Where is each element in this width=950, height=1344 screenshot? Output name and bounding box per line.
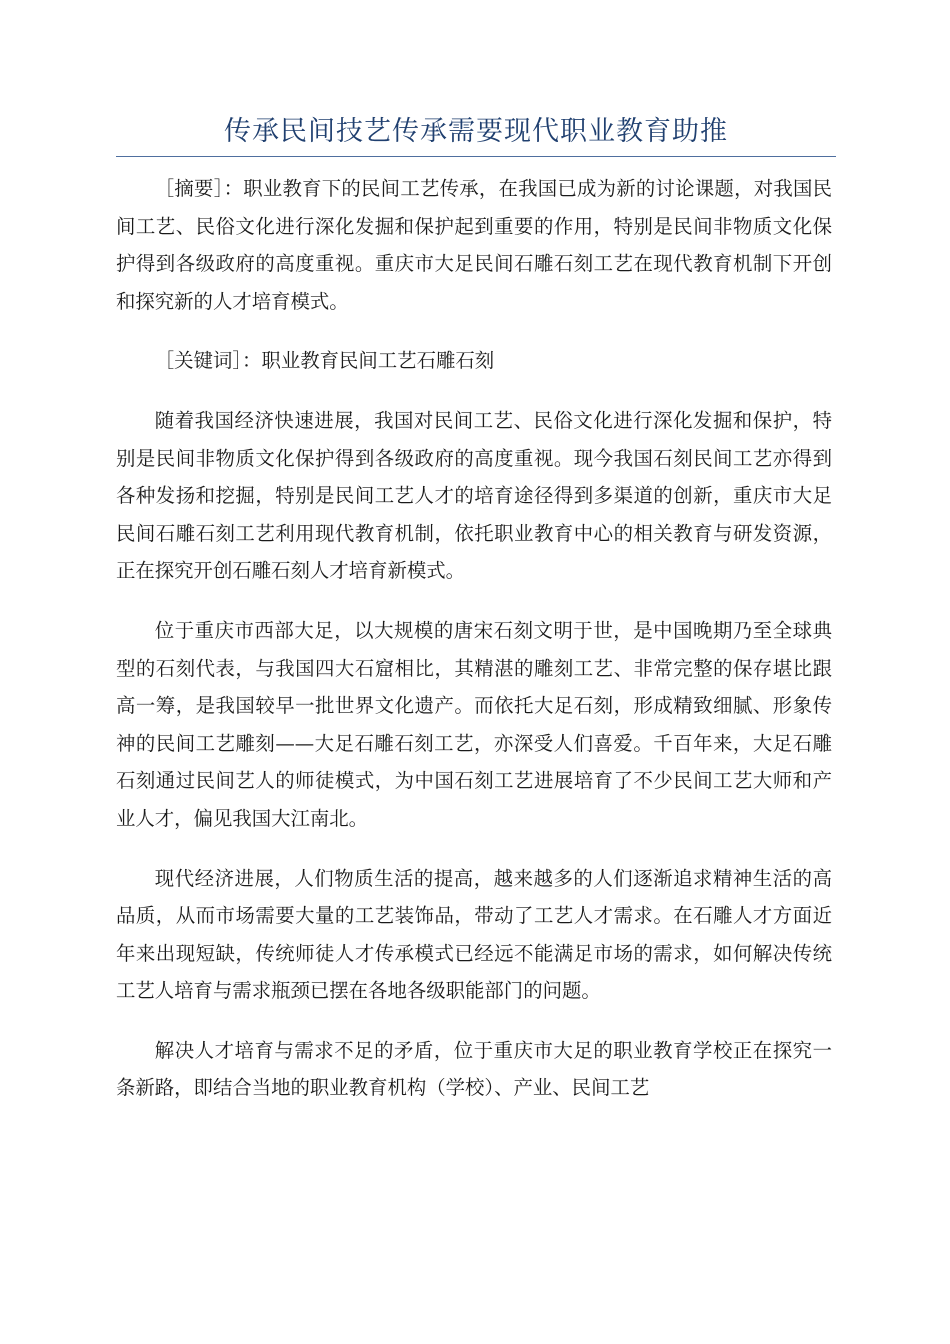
body-paragraph: 位于重庆市西部大足，以大规模的唐宋石刻文明于世，是中国晚期乃至全球典型的石刻代表，与我国四大石窟相比，其精湛的雕刻工艺、非常完整的保存堪比跟高一筹，是我国较早一批世界文化遗产。而依托大足石刻，形成精致细腻、形象传神的民间工艺雕刻——大足石雕石刻工艺，亦深受人们喜爱。千百年来，大足石雕石刻通过民间艺人的师徒模式，为中国石刻工艺进展培育了不少民间工艺大师和产业人才，偏见我国大江南北。 [116,618,832,830]
document-title: 传承民间技艺传承需要现代职业教育助推 [224,116,728,147]
body-paragraph: 现代经济进展，人们物质生活的提高，越来越多的人们逐渐追求精神生活的高品质，从而市场需要大量的工艺装饰品，带动了工艺人才需求。在石雕人才方面近年来出现短缺，传统师徒人才传承模式已经远不能满足市场的需求，如何解决传统工艺人培育与需求瓶颈已摆在各地各级职能部门的问题。 [116,866,832,1003]
abstract-paragraph: ［摘要］：职业教育下的民间工艺传承，在我国已成为新的讨论课题，对我国民间工艺、民俗文化进行深化发掘和保护起到重要的作用，特别是民间非物质文化保护得到各级政府的高度重视。重庆市大足民间石雕石刻工艺在现代教育机制下开创和探究新的人才培育模式。 [116,177,832,313]
keywords-paragraph: ［关键词］：职业教育民间工艺石雕石刻 [154,349,495,373]
title-block [116,112,836,157]
body-paragraph: 随着我国经济快速进展，我国对民间工艺、民俗文化进行深化发掘和保护，特别是民间非物质文化保护得到各级政府的高度重视。现今我国石刻民间工艺亦得到各种发扬和挖掘，特别是民间工艺人才的培育途径得到多渠道的创新，重庆市大足民间石雕石刻工艺利用现代教育机制，依托职业教育中心的相关教育与研发资源，正在探究开创石雕石刻人才培育新模式。 [116,408,832,583]
body-paragraph: 解决人才培育与需求不足的矛盾，位于重庆市大足的职业教育学校正在探究一条新路，即结合当地的职业教育机构（学校）、产业、民间工艺 [116,1038,832,1100]
document-body [116,170,832,1129]
